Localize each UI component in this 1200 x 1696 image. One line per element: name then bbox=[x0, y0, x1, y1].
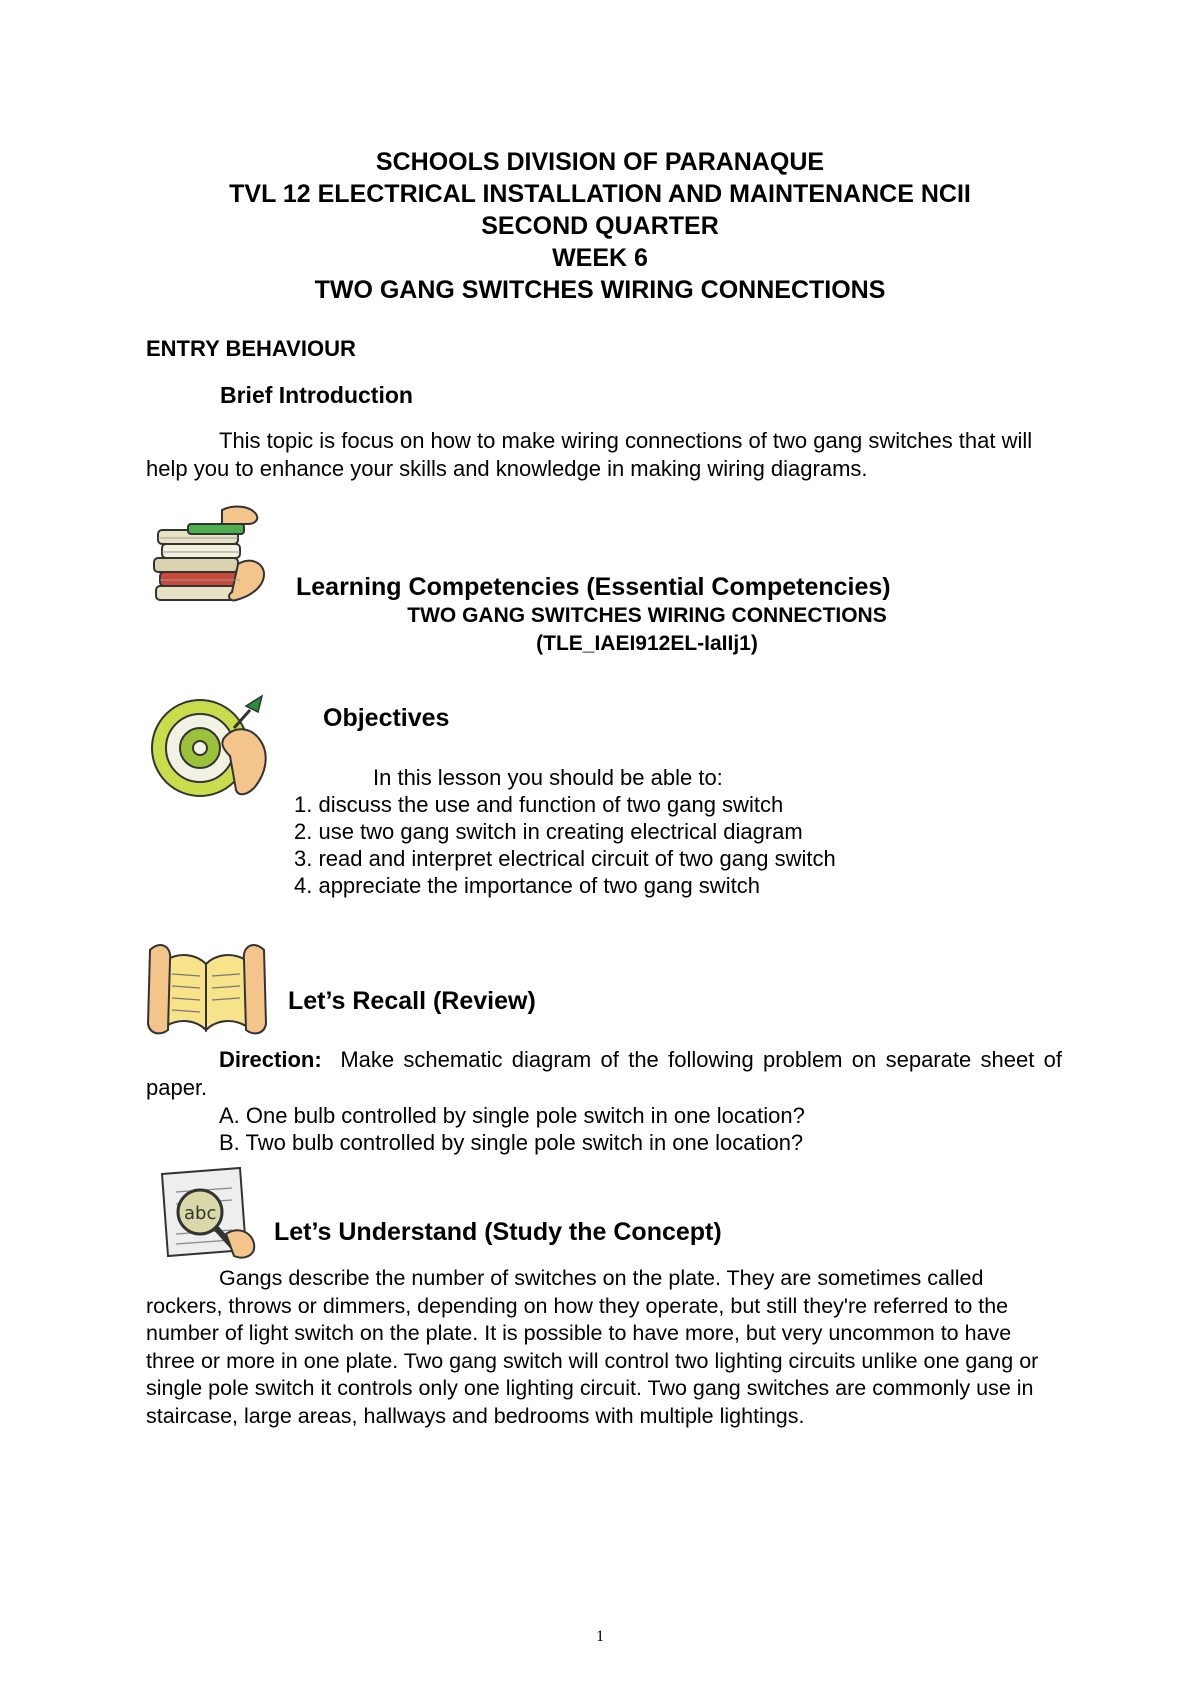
entry-text: This topic is focus on how to make wiring connections of two gang switches that will help you to enhance your skills and knowledge in making wiring diagrams. bbox=[146, 428, 1033, 481]
recall-direction bbox=[146, 1046, 1062, 1101]
understand-text: Gangs describe the number of switches on the plate. They are sometimes called rockers, throws or dimmers, depending on how they operate, but still they're referred to the number of light switch on the plate. It is possible to have more, but very uncommon to have three or more in one plate. Two gang switch will control two lighting circuits unlike one gang or single pole switch it controls only one lighting circuit. Two gang switches are commonly use in staircase, large areas, hallways and bedrooms with multiple lightings. bbox=[146, 1266, 1039, 1428]
header-line-2: TVL 12 ELECTRICAL INSTALLATION AND MAINTENANCE NCII bbox=[229, 180, 971, 208]
header-line-4: WEEK 6 bbox=[552, 244, 648, 272]
header-line-5: TWO GANG SWITCHES WIRING CONNECTIONS bbox=[314, 276, 886, 304]
document-header bbox=[0, 146, 1200, 306]
recall-item-a: A. One bulb controlled by single pole switch in one location? bbox=[219, 1103, 805, 1128]
objectives-intro: In this lesson you should be able to: bbox=[373, 765, 723, 790]
header-line-3: SECOND QUARTER bbox=[481, 212, 719, 240]
direction-text: Make schematic diagram of the following problem on separate sheet of paper. bbox=[146, 1047, 1062, 1100]
dartboard-dart-icon bbox=[150, 692, 280, 800]
recall-heading: Let’s Recall (Review) bbox=[288, 987, 536, 1015]
page-number: 1 bbox=[596, 1628, 604, 1645]
competencies-line-1: TWO GANG SWITCHES WIRING CONNECTIONS bbox=[407, 604, 887, 627]
objective-item: 3. read and interpret electrical circuit of two gang switch bbox=[294, 846, 836, 871]
entry-subheading: Brief Introduction bbox=[220, 382, 413, 408]
books-in-hands-icon bbox=[152, 504, 268, 608]
open-book-icon bbox=[146, 930, 268, 1038]
header-line-1: SCHOOLS DIVISION OF PARANAQUE bbox=[375, 148, 825, 176]
recall-item-b: B. Two bulb controlled by single pole switch in one location? bbox=[219, 1130, 804, 1155]
competencies-heading: Learning Competencies (Essential Competencies) bbox=[296, 573, 891, 601]
understand-heading: Let’s Understand (Study the Concept) bbox=[274, 1218, 722, 1246]
objective-item: 1. discuss the use and function of two gang switch bbox=[294, 792, 784, 817]
objectives-heading: Objectives bbox=[323, 704, 450, 732]
magnifier-abc-icon bbox=[154, 1164, 266, 1260]
svg-text:abc: abc bbox=[184, 1203, 217, 1224]
entry-heading: ENTRY BEHAVIOUR bbox=[146, 336, 356, 361]
objective-item: 4. appreciate the importance of two gang switch bbox=[294, 873, 760, 898]
competencies-code: (TLE_IAEI912EL-IaIIj1) bbox=[536, 632, 758, 655]
direction-label: Direction: bbox=[219, 1047, 322, 1072]
objective-item: 2. use two gang switch in creating electrical diagram bbox=[294, 819, 803, 844]
